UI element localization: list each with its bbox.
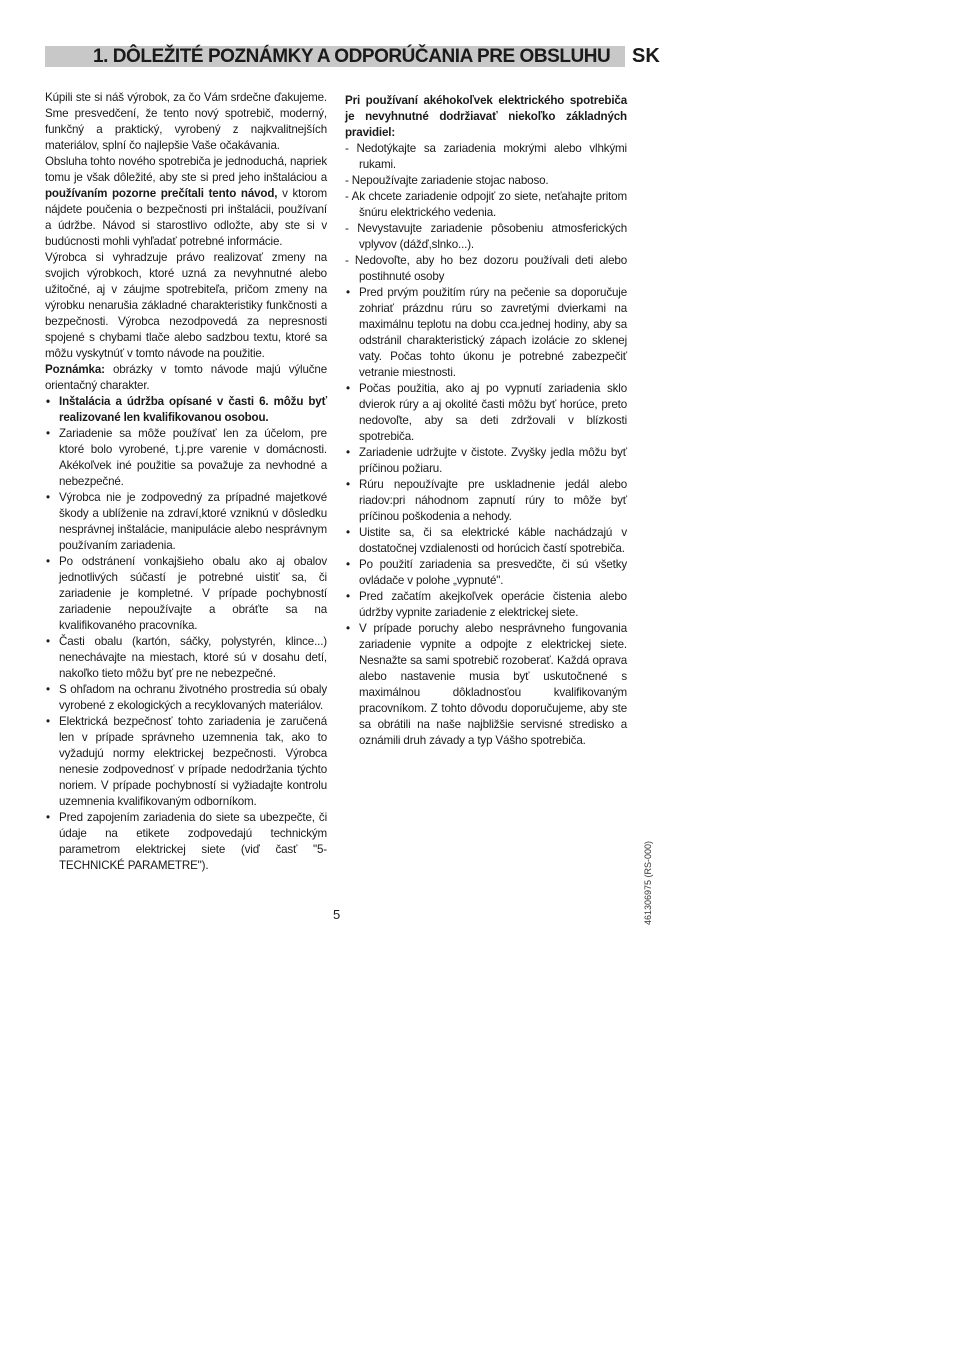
dash-list [345, 141, 627, 285]
list-item: • Rúru nepoužívajte pre uskladnenie jedál alebo riadov:pri náhodnom zapnutí rúry to môže byť príčinou poškodenia a nehody. [346, 478, 627, 523]
left-bullet-list [45, 394, 327, 874]
section-title: 1. DÔLEŽITÉ POZNÁMKY A ODPORÚČANIA PRE OBSLUHU [93, 46, 611, 67]
rules-heading: Pri používaní akéhokoľvek elektrického spotrebiča je nevyhnutné dodržiavať niekoľko základných pravidiel: [345, 94, 627, 139]
list-item: - Nevystavujte zariadenie pôsobeniu atmosferických vplyvov (dážď,slnko...). [345, 222, 627, 251]
list-item: • Časti obalu (kartón, sáčky, polystyrén, klince...) nenechávajte na miestach, ktoré sú v dosahu detí, nakoľko tieto môžu byť pre ne nebezpečné. [46, 635, 327, 680]
usage-paragraph: Obsluha tohto nového spotrebiča je jednoduchá, napriek tomu je však dôležité, aby ste si pred jeho inštaláciou a používaním pozorne prečítali tento návod, v ktorom nájdete poučenia o bezpečnosti pri inštalácii, používaní a údržbe. Návod si starostlivo odložte, aby ste si v budúcnosti mohli vyhľadať potrebné informácie. [45, 155, 328, 248]
list-item: • Výrobca nie je zodpovedný za prípadné majetkové škody a ublíženie na zdraví,ktoré vzniknú v dôsledku nesprávnej inštalácie, manipulácie alebo nesprávnym používaním zariadenia. [46, 491, 327, 552]
list-item: - Nepoužívajte zariadenie stojac naboso. [345, 174, 549, 187]
note-paragraph: Poznámka: obrázky v tomto návode majú výlučne orientačný charakter. [45, 363, 327, 392]
list-item: • V prípade poruchy alebo nesprávneho fungovania zariadenie vypnite a odpojte z elektrickej siete. Nesnažte sa sami spotrebič rozoberať. Každá oprava alebo nastavenie musia byť uskutočnené s maximálnou dôkladnosťou kvalifikovaným pracovníkom. Z tohto dôvodu doporučujeme, aby ste sa obrátili na naše najbližšie servisné stredisko a oznámili druh závady a typ Vášho spotrebiča. [346, 622, 627, 747]
right-bullet-list [345, 285, 627, 749]
list-item: • S ohľadom na ochranu životného prostredia sú obaly vyrobené z ekologických a recyklovaných materiálov. [46, 683, 327, 712]
list-item: • Počas použitia, ako aj po vypnutí zariadenia sklo dvierok rúry a aj okolité časti môžu byť horúce, preto nedovoľte, aby sa deti zdržovali v blízkosti spotrebiča. [346, 382, 627, 443]
list-item: • Uistite sa, či sa elektrické káble nachádzajú v dostatočnej vzdialenosti od horúcich častí spotrebiča. [346, 526, 627, 555]
intro-paragraph: Kúpili ste si náš výrobok, za čo Vám srdečne ďakujeme. Sme presvedčení, že tento nový spotrebič, moderný, funkčný a praktický, vyrobený z najkvalitnejších materiálov, splní čo najlepšie Vaše očakávania. [45, 91, 327, 152]
list-item: • Elektrická bezpečnosť tohto zariadenia je zaručená len v prípade správneho uzemnenia tak, ako to vyžadujú normy elektrickej bezpečnosti. Výrobca nenesie zodpovednosť v prípade nedodržania týchto noriem. V prípade pochybností si vyžiadajte kontrolu uzemnenia kvalifikovaným odborníkom. [46, 715, 327, 808]
list-item: • Inštalácia a údržba opísané v časti 6. môžu byť realizované len kvalifikovanou osobou. [46, 395, 327, 424]
language-code: SK [632, 45, 660, 67]
left-column [45, 90, 327, 874]
document-code: 461306975 (RS-000) [643, 840, 653, 925]
list-item: • Pred zapojením zariadenia do siete sa ubezpečte, či údaje na etikete zodpovedajú technickým parametrom elektrickej siete (viď časť "5-TECHNICKÉ PARAMETRE"). [46, 811, 327, 872]
list-item: • Po odstránení vonkajšieho obalu ako aj obalov jednotlivých súčastí je potrebné uistiť sa, či zariadenie je kompletné. V prípade pochybností zariadenie nepoužívajte a obráťte sa na kvalifikovaného pracovníka. [46, 555, 327, 632]
list-item: • Zariadenie sa môže používať len za účelom, pre ktoré bolo vyrobené, t.j.pre varenie v domácnosti. Akékoľvek iné použitie sa považuje za nevhodné a nebezpečné. [46, 427, 327, 488]
manufacturer-paragraph: Výrobca si vyhradzuje právo realizovať zmeny na svojich výrobkoch, ktoré uzná za nevyhnutné alebo užitočné, aj v záujme spotrebiteľa, pričom zmeny na výrobku nenarušia základné charakteristiky funkčnosti a bezpečnosti. Výrobca nezodpovedá za nepresnosti spojené s chybami tlače alebo sadzbou textu, ktoré sa môžu vyskytnúť v tomto návode na použitie. [45, 251, 327, 360]
list-item: • Po použití zariadenia sa presvedčte, či sú všetky ovládače v polohe „vypnuté". [346, 558, 627, 587]
page-number: 5 [333, 907, 341, 922]
note-label: Poznámka: [45, 363, 105, 376]
list-item: - Ak chcete zariadenie odpojiť zo siete, neťahajte pritom šnúru elektrického vedenia. [345, 190, 627, 219]
list-item: • Pred prvým použitím rúry na pečenie sa doporučuje zohriať prázdnu rúru so zavretými dvierkami na maximálnu teplotu na dobu cca.jednej hodiny, aby sa odstránil charakteristický zápach izolácie zo sklenej vaty. Počas tohto úkonu je potrebné zabezpečiť vetranie miestnosti. [346, 286, 627, 379]
list-item: - Nedotýkajte sa zariadenia mokrými alebo vlhkými rukami. [345, 142, 627, 171]
list-item: • Pred začatím akejkoľvek operácie čistenia alebo údržby vypnite zariadenie z elektrickej siete. [346, 590, 627, 619]
right-column [345, 93, 627, 749]
list-item: • Zariadenie udržujte v čistote. Zvyšky jedla môžu byť príčinou požiaru. [346, 446, 627, 475]
list-item: - Nedovoľte, aby ho bez dozoru používali deti alebo postihnuté osoby [345, 254, 627, 283]
